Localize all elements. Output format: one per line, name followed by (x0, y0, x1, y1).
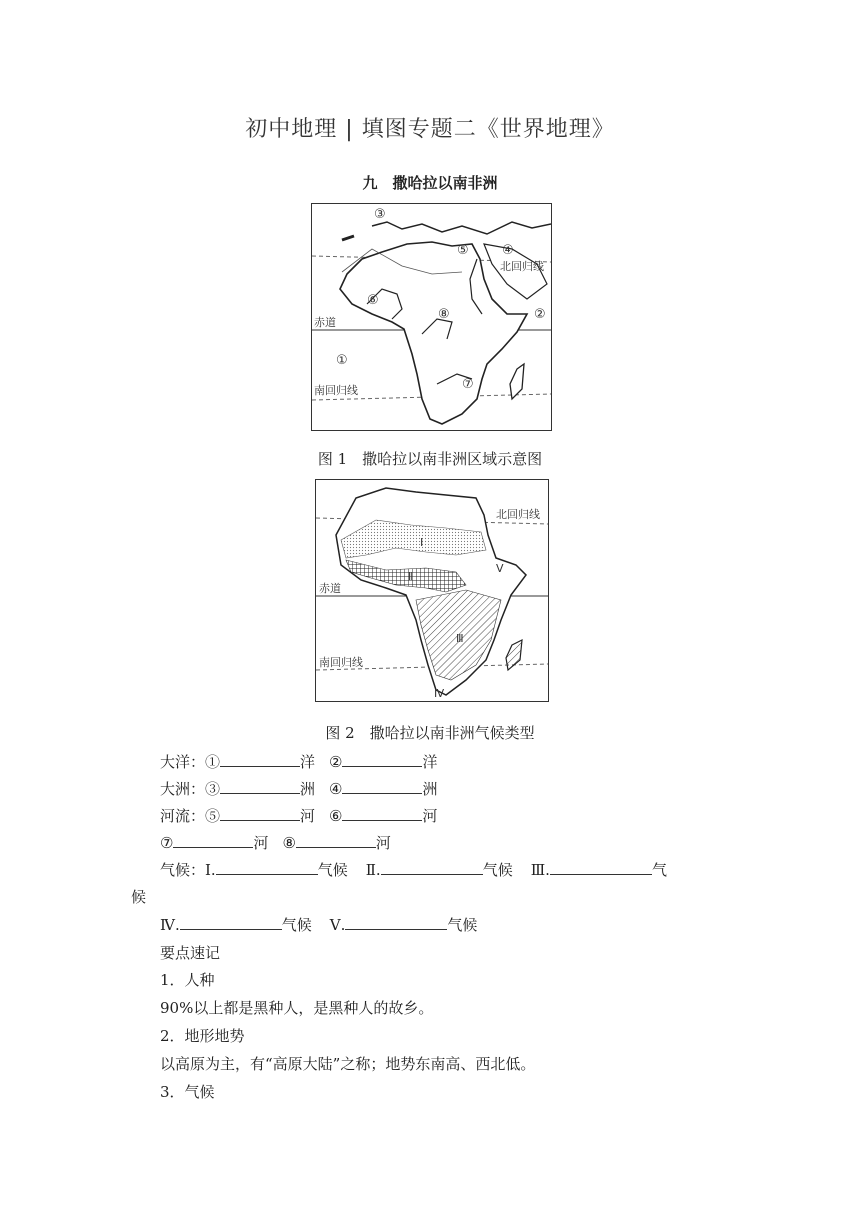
climate-line-1: 气候：Ⅰ. 气候 Ⅱ. 气候 Ⅲ. 气 (160, 861, 667, 879)
tropic-south-label: 南回归线 (314, 384, 358, 397)
river-line-1: 河流：⑤ 河 ⑥ 河 (160, 807, 438, 825)
fig2-tropic-south-label: 南回归线 (319, 656, 363, 669)
note-1-text: 90%以上都是黑种人，是黑种人的故乡。 (160, 999, 434, 1017)
climate-label-III: Ⅲ (456, 632, 464, 645)
figure2-map (315, 479, 549, 702)
climate-label-IV: Ⅳ (434, 687, 445, 700)
note-2-title: 2．地形地势 (160, 1027, 245, 1045)
climate-4-blank[interactable] (180, 915, 282, 930)
notes-heading: 要点速记 (160, 944, 221, 962)
climate-wrap: 候 (131, 888, 147, 906)
tropic-north-label: 北回归线 (500, 260, 544, 273)
river-line-2: ⑦ 河 ⑧ 河 (160, 834, 391, 852)
equator-label: 赤道 (314, 316, 336, 329)
river-2-blank[interactable] (342, 806, 422, 821)
figure2-caption: 图 2 撒哈拉以南非洲气候类型 (325, 724, 535, 742)
ocean-1-blank[interactable] (220, 752, 300, 767)
climate-3-blank[interactable] (550, 860, 652, 875)
map-marker-5: ⑤ (457, 243, 469, 258)
map-marker-8: ⑧ (438, 307, 450, 322)
continent-line: 大洲：③ 洲 ④ 洲 (160, 780, 438, 798)
climate-5-blank[interactable] (345, 915, 447, 930)
page-title: 初中地理 | 填图专题二《世界地理》 (245, 117, 615, 142)
map-marker-7: ⑦ (462, 377, 474, 392)
map-marker-3: ③ (374, 207, 386, 222)
map-marker-4: ④ (502, 243, 514, 258)
climate-label-V: Ⅴ (496, 562, 504, 575)
map-marker-2: ② (534, 307, 546, 322)
climate-label-II: Ⅱ (408, 570, 414, 583)
fig2-equator-label: 赤道 (319, 582, 341, 595)
ocean-2-blank[interactable] (342, 752, 422, 767)
map-marker-6: ⑥ (367, 293, 379, 308)
continent-1-blank[interactable] (220, 779, 300, 794)
continent-2-blank[interactable] (342, 779, 422, 794)
ocean-line: 大洋：① 洋 ② 洋 (160, 753, 438, 771)
map-marker-1: ① (336, 353, 348, 368)
climate-2-blank[interactable] (381, 860, 483, 875)
fig2-tropic-north-label: 北回归线 (496, 508, 540, 521)
climate-label-I: Ⅰ (420, 536, 424, 549)
note-1-title: 1．人种 (160, 971, 215, 989)
note-2-text: 以高原为主，有“高原大陆”之称；地势东南高、西北低。 (160, 1055, 536, 1073)
river-4-blank[interactable] (296, 833, 376, 848)
section-heading: 九 撒哈拉以南非洲 (362, 174, 498, 192)
figure1-caption: 图 1 撒哈拉以南非洲区域示意图 (317, 450, 543, 468)
note-3-title: 3．气候 (160, 1083, 215, 1101)
river-1-blank[interactable] (220, 806, 300, 821)
river-3-blank[interactable] (173, 833, 253, 848)
figure1-map (311, 203, 552, 431)
climate-line-2: Ⅳ. 气候 Ⅴ. 气候 (160, 916, 478, 934)
climate-1-blank[interactable] (216, 860, 318, 875)
